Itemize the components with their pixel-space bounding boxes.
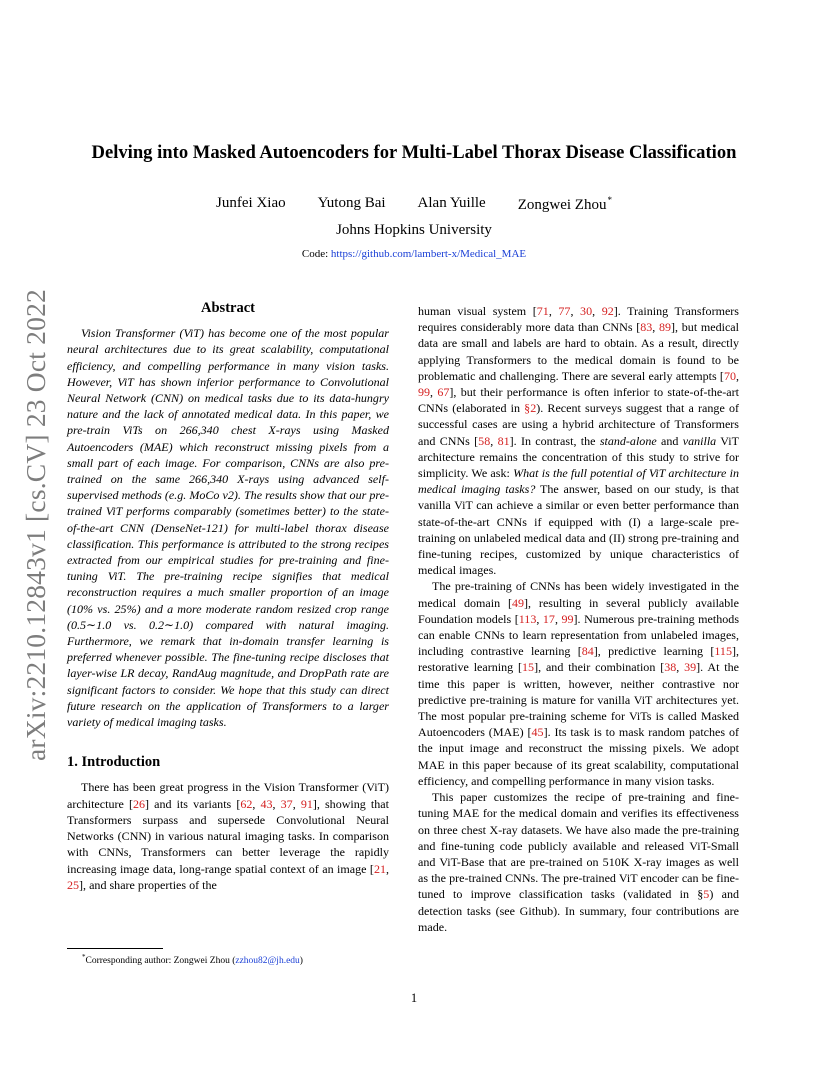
citation-link[interactable]: 71	[536, 304, 549, 318]
citation-link[interactable]: 83	[640, 320, 653, 335]
left-column	[67, 0, 389, 893]
citation-link[interactable]: 49	[512, 595, 525, 610]
citation-link[interactable]: 37	[280, 796, 293, 811]
citation-link[interactable]: 70	[723, 368, 736, 383]
citation-link[interactable]: 5	[703, 887, 710, 902]
citation-link[interactable]: 58	[478, 433, 491, 448]
citation-link[interactable]: 15	[522, 660, 535, 675]
citation-link[interactable]: §2	[524, 401, 537, 416]
citation-link[interactable]: 38	[664, 660, 677, 675]
footnote-email-link[interactable]: zzhou82@jh.edu	[235, 956, 300, 967]
citation-link[interactable]: 30	[580, 304, 593, 318]
author-name: Zongwei Zhou*	[517, 195, 612, 213]
author-name: Junfei Xiao	[216, 195, 286, 211]
citation-link[interactable]: 21	[373, 861, 386, 876]
citation-link[interactable]: 81	[497, 433, 510, 448]
paper-title: Delving into Masked Autoencoders for Multi-Label Thorax Disease Classification	[91, 142, 737, 163]
citation-link[interactable]: 17	[542, 611, 555, 626]
author-name: Alan Yuille	[417, 195, 486, 211]
citation-link[interactable]: 113	[518, 611, 537, 626]
citation-link[interactable]: 45	[531, 725, 544, 740]
intro-paragraph-contributions: This paper customizes the recipe of pre-training and fine-tuning MAE for the medical domain and verifies its effectiveness on three chest X-ray datasets. We have also made the pre-training and fine-tuning code publicly available and released ViT-Small and ViT-Base that are pre-trained on 510K X-ray images as well as the pre-trained CNNs. The pre-trained ViT encoder can be fine-tuned to improve classification tasks (validated in §5) and detection tasks (see Github). In summary, four contributions are made.	[418, 790, 739, 934]
right-column	[418, 303, 739, 935]
abstract-heading: Abstract	[201, 300, 255, 316]
section-heading-introduction: 1. Introduction	[67, 754, 161, 771]
citation-link[interactable]: 99	[418, 385, 431, 400]
citation-link[interactable]: 115	[714, 644, 732, 659]
citation-link[interactable]: 89	[659, 320, 672, 335]
citation-link[interactable]: 26	[132, 796, 146, 811]
footnote-mark: *	[82, 953, 86, 961]
intro-paragraph: There has been great progress in the Vision Transformer (ViT) architecture [26] and its variants [62, 43, 37, 91], showing that Transformers surpass and supersede Convolutional Neural Networks (CNN) in various natural imaging tasks. In comparison with CNNs, Transformers can better leverage the rapidly increasing image data, long-range spatial context of an image [21, 25], and share properties of the	[67, 780, 389, 892]
code-label: Code:	[301, 248, 331, 260]
citation-link[interactable]: 43	[260, 796, 273, 811]
affiliation: Johns Hopkins University	[336, 222, 492, 238]
intro-paragraph-pretraining: The pre-training of CNNs has been widely investigated in the medical domain [49], resulting in several publicly available Foundation models [113, 17, 99]. Numerous pre-training methods can enable CNNs to learn representation from unlabeled images, including contrastive learning [84], predictive learning [115], restorative learning [15], and their combination [38, 39]. At the time this paper is written, however, neither contrastive nor predictive pre-training is mature for vanilla ViT architectures yet. The most popular pre-training scheme for ViTs is called Masked Autoencoders (MAE) [45]. Its task is to mask random patches of the input image and reconstruct the missing pixels. We adopt MAE in this paper because of its great scalability, computational efficiency, and compelling performance in many vision tasks.	[418, 579, 740, 788]
italic-text: What is the full potential of ViT architecture in medical imaging tasks?	[418, 466, 739, 497]
intro-paragraph-continued: human visual system [71, 77, 30, 92]. Training Transformers requires considerably more data than CNNs [83, 89], but medical data are small and labels are hard to obtain. As a result, directly applying Transformers to the medical domain is found to be problematic and challenging. There are several early attempts [70, 99, 67], but their performance is often inferior to state-of-the-art CNNs (elaborated in §2). Recent surveys suggest that a range of successful cases are using a hybrid architecture of Transformers and CNNs [58, 81]. In contrast, the stand-alone and vanilla ViT architecture remains the concentration of this study to strive for simplicity. We ask: What is the full potential of ViT architecture in medical imaging tasks? The answer, based on our study, is that vanilla ViT can achieve a similar or even better performance than state-of-the-art CNNs if equipped with (I) a large-scale pre-training on unlabeled medical data and (II) strong pre-training and fine-tuning recipes, customized by unique characteristics of medical images.	[418, 304, 739, 578]
citation-link[interactable]: 99	[561, 611, 574, 626]
abstract-body: Vision Transformer (ViT) has become one of the most popular neural architectures due to its great scalability, computational efficiency, and compelling performance in many vision tasks. However, ViT has shown inferior performance to Convolutional Neural Network (CNN) on medical tasks due to its data-hungry nature and the lack of annotated medical data. In this paper, we pre-train ViTs on 266,340 chest X-rays using Masked Autoencoders (MAE) which reconstruct missing pixels from a small part of each image. For comparison, CNNs are also pre-trained on the same 266,340 X-rays using advanced self-supervised methods (e.g. MoCo v2). The results show that our pre-trained ViT performs comparably (sometimes better) to the state-of-the-art CNN (DenseNet-121) for multi-label thorax disease classification. This performance is attributed to the strong recipes extracted from our empirical studies for pre-training and fine-tuning ViT. The pre-training recipe signifies that medical reconstruction requires a much smaller proportion of an image (10% vs. 25%) and a more moderate random resized crop range (0.5∼1.0 vs. 0.2∼1.0) compared with natural imaging. Furthermore, we remark that in-domain transfer learning is preferred whenever possible. The fine-tuning recipe discloses that layer-wise LR decay, RandAug magnitude, and DropPath rate are significant factors to consider. We hope that this study can direct future research on the application of Transformers to a larger variety of medical imaging tasks.	[67, 326, 389, 730]
citation-link[interactable]: 92	[601, 304, 614, 318]
italic-text: stand-alone	[599, 433, 657, 448]
arxiv-stamp: arXiv:2210.12843v1 [cs.CV] 23 Oct 2022	[20, 289, 51, 761]
citation-link[interactable]: 62	[240, 796, 253, 811]
code-link[interactable]: https://github.com/lambert-x/Medical_MAE	[330, 248, 527, 260]
citation-link[interactable]: 91	[300, 796, 313, 811]
author-mark: *	[607, 195, 612, 205]
citation-link[interactable]: 84	[581, 644, 594, 659]
italic-text: vanilla	[682, 433, 717, 448]
author-name: Yutong Bai	[317, 195, 386, 211]
footnote-rule	[67, 948, 163, 949]
page-number: 1	[410, 991, 418, 1005]
citation-link[interactable]: 77	[558, 304, 571, 318]
citation-link[interactable]: 67	[437, 385, 450, 400]
footnote: *Corresponding author: Zongwei Zhou (zzhou82@jh.edu)	[82, 953, 303, 967]
citation-link[interactable]: 39	[684, 660, 697, 675]
citation-link[interactable]: 25	[67, 877, 80, 892]
